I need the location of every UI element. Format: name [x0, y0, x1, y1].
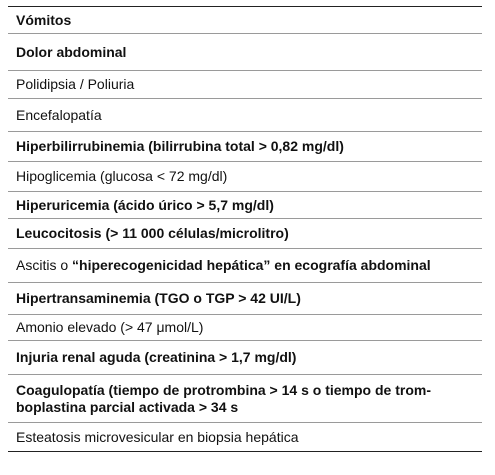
table-row	[8, 7, 482, 34]
row-text: Leucocitosis (> 11 000 células/microlitro)	[16, 225, 289, 241]
table-row	[8, 315, 482, 341]
table-row	[8, 99, 482, 132]
row-text	[16, 257, 431, 274]
table-row	[8, 283, 482, 315]
row-text: Encefalopatía	[16, 106, 102, 123]
row-text: Hiperbilirrubinemia (bilirrubina total > 0,82 mg/dl)	[16, 138, 344, 154]
table-row	[8, 132, 482, 162]
row-text-end: “hiperecogenicidad hepática” en ecografía abdominal	[72, 257, 431, 273]
table-row	[8, 34, 482, 71]
table-row	[8, 162, 482, 192]
row-text: Injuria renal aguda (creatinina > 1,7 mg/dl)	[16, 349, 297, 365]
row-text: Hipertransaminemia (TGO o TGP > 42 UI/L)	[16, 290, 301, 306]
table-row	[8, 249, 482, 283]
row-text: Esteatosis microvesicular en biopsia hepática	[16, 428, 299, 445]
row-text: Polidipsia / Poliuria	[16, 76, 135, 92]
table-row	[8, 219, 482, 249]
row-text: Hipoglicemia (glucosa < 72 mg/dl)	[16, 168, 228, 184]
criteria-table	[8, 6, 482, 452]
row-text: Dolor abdominal	[16, 43, 127, 60]
table-row	[8, 71, 482, 99]
table-row	[8, 423, 482, 451]
row-text: Hiperuricemia (ácido úrico > 5,7 mg/dl)	[16, 196, 274, 213]
row-text: Coagulopatía (tiempo de protrombina > 14 s o tiempo de trom-boplastina parcial activada > 34 s	[16, 381, 431, 415]
row-text-start: Ascitis o	[16, 257, 73, 273]
row-text: Vómitos	[16, 11, 72, 28]
table-row	[8, 375, 482, 423]
table-row	[8, 341, 482, 375]
table-row	[8, 192, 482, 219]
row-text: Amonio elevado (> 47 μmol/L)	[16, 319, 204, 335]
